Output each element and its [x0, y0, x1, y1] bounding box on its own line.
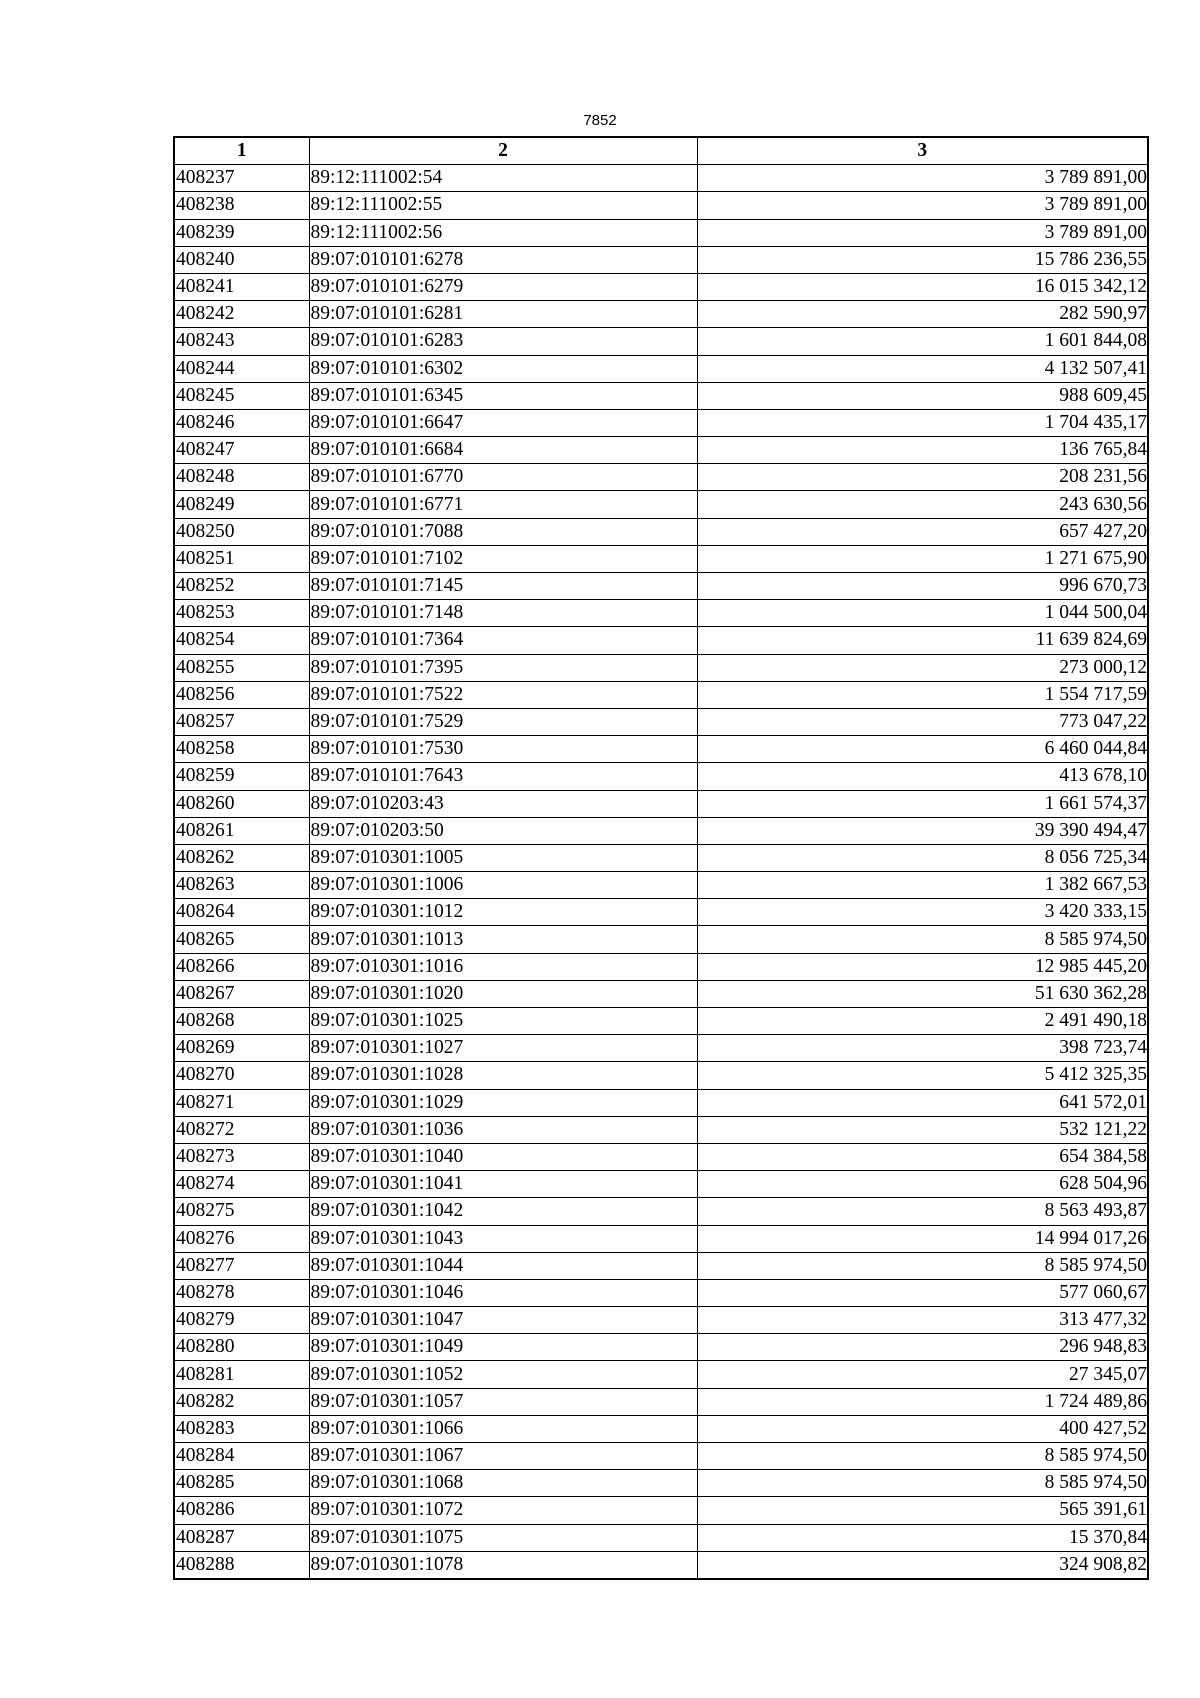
row-number-cell: 408283: [174, 1415, 309, 1442]
row-number-cell: 408245: [174, 382, 309, 409]
value-cell: 243 630,56: [697, 491, 1148, 518]
table-row: [174, 518, 1148, 545]
value-cell: 400 427,52: [697, 1415, 1148, 1442]
cadastral-number-cell: 89:07:010203:43: [309, 790, 697, 817]
row-number-cell: 408276: [174, 1225, 309, 1252]
column-header-1: 1: [174, 137, 309, 165]
row-number-cell: 408282: [174, 1388, 309, 1415]
value-cell: 296 948,83: [697, 1334, 1148, 1361]
cadastral-number-cell: 89:07:010301:1044: [309, 1252, 697, 1279]
row-number-cell: 408250: [174, 518, 309, 545]
cadastral-number-cell: 89:07:010301:1012: [309, 899, 697, 926]
row-number-cell: 408275: [174, 1198, 309, 1225]
cadastral-number-cell: 89:07:010101:6647: [309, 409, 697, 436]
table-row: [174, 192, 1148, 219]
table-row: [174, 165, 1148, 192]
table-row: [174, 464, 1148, 491]
table-row: [174, 573, 1148, 600]
value-cell: 577 060,67: [697, 1279, 1148, 1306]
table-row: [174, 1524, 1148, 1551]
value-cell: 1 044 500,04: [697, 600, 1148, 627]
row-number-cell: 408258: [174, 736, 309, 763]
cadastral-number-cell: 89:07:010101:7395: [309, 654, 697, 681]
value-cell: 5 412 325,35: [697, 1062, 1148, 1089]
row-number-cell: 408271: [174, 1089, 309, 1116]
cadastral-number-cell: 89:07:010101:6770: [309, 464, 697, 491]
table-row: [174, 1198, 1148, 1225]
table-row: [174, 1334, 1148, 1361]
row-number-cell: 408241: [174, 273, 309, 300]
value-cell: 657 427,20: [697, 518, 1148, 545]
value-cell: 12 985 445,20: [697, 953, 1148, 980]
cadastral-number-cell: 89:07:010101:7102: [309, 545, 697, 572]
table-row: [174, 1307, 1148, 1334]
value-cell: 15 370,84: [697, 1524, 1148, 1551]
cadastral-number-cell: 89:07:010301:1066: [309, 1415, 697, 1442]
cadastral-number-cell: 89:12:111002:56: [309, 219, 697, 246]
value-cell: 1 704 435,17: [697, 409, 1148, 436]
header-row: [174, 137, 1148, 165]
value-cell: 8 056 725,34: [697, 844, 1148, 871]
value-cell: 8 585 974,50: [697, 1470, 1148, 1497]
row-number-cell: 408270: [174, 1062, 309, 1089]
cadastral-number-cell: 89:07:010101:7522: [309, 681, 697, 708]
row-number-cell: 408237: [174, 165, 309, 192]
row-number-cell: 408267: [174, 980, 309, 1007]
table-body: [174, 165, 1148, 1579]
table-row: [174, 654, 1148, 681]
table-row: [174, 1415, 1148, 1442]
table-row: [174, 1116, 1148, 1143]
value-cell: 988 609,45: [697, 382, 1148, 409]
value-cell: 208 231,56: [697, 464, 1148, 491]
row-number-cell: 408247: [174, 437, 309, 464]
value-cell: 282 590,97: [697, 301, 1148, 328]
cadastral-number-cell: 89:07:010301:1068: [309, 1470, 697, 1497]
value-cell: 16 015 342,12: [697, 273, 1148, 300]
row-number-cell: 408239: [174, 219, 309, 246]
cadastral-number-cell: 89:07:010301:1020: [309, 980, 697, 1007]
row-number-cell: 408262: [174, 844, 309, 871]
row-number-cell: 408287: [174, 1524, 309, 1551]
table-row: [174, 844, 1148, 871]
value-cell: 3 789 891,00: [697, 165, 1148, 192]
row-number-cell: 408285: [174, 1470, 309, 1497]
row-number-cell: 408264: [174, 899, 309, 926]
table-row: [174, 736, 1148, 763]
column-header-3: 3: [697, 137, 1148, 165]
value-cell: 398 723,74: [697, 1035, 1148, 1062]
cadastral-number-cell: 89:07:010301:1067: [309, 1443, 697, 1470]
table-row: [174, 1551, 1148, 1579]
table-row: [174, 627, 1148, 654]
value-cell: 8 585 974,50: [697, 926, 1148, 953]
cadastral-number-cell: 89:07:010203:50: [309, 817, 697, 844]
table-row: [174, 899, 1148, 926]
table-row: [174, 246, 1148, 273]
cadastral-number-cell: 89:12:111002:54: [309, 165, 697, 192]
value-cell: 565 391,61: [697, 1497, 1148, 1524]
row-number-cell: 408256: [174, 681, 309, 708]
cadastral-number-cell: 89:07:010101:7145: [309, 573, 697, 600]
table-row: [174, 1008, 1148, 1035]
value-cell: 39 390 494,47: [697, 817, 1148, 844]
cadastral-number-cell: 89:07:010301:1049: [309, 1334, 697, 1361]
row-number-cell: 408278: [174, 1279, 309, 1306]
value-cell: 15 786 236,55: [697, 246, 1148, 273]
row-number-cell: 408286: [174, 1497, 309, 1524]
value-cell: 51 630 362,28: [697, 980, 1148, 1007]
table-row: [174, 1143, 1148, 1170]
cadastral-number-cell: 89:07:010301:1075: [309, 1524, 697, 1551]
row-number-cell: 408272: [174, 1116, 309, 1143]
value-cell: 1 554 717,59: [697, 681, 1148, 708]
table-row: [174, 980, 1148, 1007]
cadastral-number-cell: 89:07:010101:6684: [309, 437, 697, 464]
value-cell: 532 121,22: [697, 1116, 1148, 1143]
cadastral-number-cell: 89:07:010301:1006: [309, 872, 697, 899]
row-number-cell: 408257: [174, 708, 309, 735]
table-row: [174, 600, 1148, 627]
cadastral-number-cell: 89:07:010101:6278: [309, 246, 697, 273]
value-cell: 996 670,73: [697, 573, 1148, 600]
table-row: [174, 953, 1148, 980]
row-number-cell: 408263: [174, 872, 309, 899]
row-number-cell: 408280: [174, 1334, 309, 1361]
cadastral-number-cell: 89:07:010101:6771: [309, 491, 697, 518]
value-cell: 641 572,01: [697, 1089, 1148, 1116]
value-cell: 1 661 574,37: [697, 790, 1148, 817]
cadastral-number-cell: 89:12:111002:55: [309, 192, 697, 219]
cadastral-number-cell: 89:07:010301:1016: [309, 953, 697, 980]
table-row: [174, 301, 1148, 328]
value-cell: 1 271 675,90: [697, 545, 1148, 572]
row-number-cell: 408266: [174, 953, 309, 980]
table-row: [174, 545, 1148, 572]
row-number-cell: 408273: [174, 1143, 309, 1170]
table-row: [174, 926, 1148, 953]
value-cell: 313 477,32: [697, 1307, 1148, 1334]
row-number-cell: 408255: [174, 654, 309, 681]
cadastral-number-cell: 89:07:010101:6281: [309, 301, 697, 328]
value-cell: 3 420 333,15: [697, 899, 1148, 926]
row-number-cell: 408260: [174, 790, 309, 817]
cadastral-number-cell: 89:07:010301:1042: [309, 1198, 697, 1225]
cadastral-number-cell: 89:07:010101:7530: [309, 736, 697, 763]
cadastral-number-cell: 89:07:010301:1046: [309, 1279, 697, 1306]
value-cell: 628 504,96: [697, 1171, 1148, 1198]
value-cell: 3 789 891,00: [697, 192, 1148, 219]
cadastral-number-cell: 89:07:010101:7148: [309, 600, 697, 627]
table-row: [174, 1089, 1148, 1116]
table-row: [174, 1171, 1148, 1198]
cadastral-number-cell: 89:07:010301:1028: [309, 1062, 697, 1089]
value-cell: 11 639 824,69: [697, 627, 1148, 654]
row-number-cell: 408261: [174, 817, 309, 844]
table-row: [174, 491, 1148, 518]
cadastral-number-cell: 89:07:010101:6279: [309, 273, 697, 300]
cadastral-number-cell: 89:07:010101:6345: [309, 382, 697, 409]
table-row: [174, 409, 1148, 436]
table-row: [174, 872, 1148, 899]
table-row: [174, 681, 1148, 708]
row-number-cell: 408254: [174, 627, 309, 654]
table-row: [174, 1252, 1148, 1279]
row-number-cell: 408284: [174, 1443, 309, 1470]
row-number-cell: 408279: [174, 1307, 309, 1334]
value-cell: 14 994 017,26: [697, 1225, 1148, 1252]
cadastral-number-cell: 89:07:010301:1029: [309, 1089, 697, 1116]
table-row: [174, 382, 1148, 409]
row-number-cell: 408244: [174, 355, 309, 382]
value-cell: 136 765,84: [697, 437, 1148, 464]
data-table: [173, 136, 1149, 1580]
cadastral-number-cell: 89:07:010301:1078: [309, 1551, 697, 1579]
row-number-cell: 408242: [174, 301, 309, 328]
row-number-cell: 408274: [174, 1171, 309, 1198]
table-row: [174, 328, 1148, 355]
row-number-cell: 408246: [174, 409, 309, 436]
cadastral-number-cell: 89:07:010101:7643: [309, 763, 697, 790]
table-row: [174, 1497, 1148, 1524]
cadastral-number-cell: 89:07:010301:1036: [309, 1116, 697, 1143]
value-cell: 324 908,82: [697, 1551, 1148, 1579]
value-cell: 8 585 974,50: [697, 1443, 1148, 1470]
table-row: [174, 763, 1148, 790]
row-number-cell: 408269: [174, 1035, 309, 1062]
cadastral-number-cell: 89:07:010301:1027: [309, 1035, 697, 1062]
row-number-cell: 408248: [174, 464, 309, 491]
cadastral-number-cell: 89:07:010301:1052: [309, 1361, 697, 1388]
row-number-cell: 408268: [174, 1008, 309, 1035]
row-number-cell: 408240: [174, 246, 309, 273]
table-row: [174, 273, 1148, 300]
table-row: [174, 355, 1148, 382]
table-row: [174, 1443, 1148, 1470]
table-row: [174, 1470, 1148, 1497]
value-cell: 8 585 974,50: [697, 1252, 1148, 1279]
row-number-cell: 408277: [174, 1252, 309, 1279]
row-number-cell: 408288: [174, 1551, 309, 1579]
row-number-cell: 408249: [174, 491, 309, 518]
row-number-cell: 408265: [174, 926, 309, 953]
cadastral-number-cell: 89:07:010101:6283: [309, 328, 697, 355]
row-number-cell: 408281: [174, 1361, 309, 1388]
cadastral-number-cell: 89:07:010301:1041: [309, 1171, 697, 1198]
value-cell: 2 491 490,18: [697, 1008, 1148, 1035]
row-number-cell: 408252: [174, 573, 309, 600]
value-cell: 6 460 044,84: [697, 736, 1148, 763]
value-cell: 3 789 891,00: [697, 219, 1148, 246]
value-cell: 8 563 493,87: [697, 1198, 1148, 1225]
row-number-cell: 408259: [174, 763, 309, 790]
cadastral-number-cell: 89:07:010301:1057: [309, 1388, 697, 1415]
table-row: [174, 1279, 1148, 1306]
cadastral-number-cell: 89:07:010101:6302: [309, 355, 697, 382]
table-row: [174, 1062, 1148, 1089]
table-row: [174, 219, 1148, 246]
cadastral-number-cell: 89:07:010101:7529: [309, 708, 697, 735]
value-cell: 773 047,22: [697, 708, 1148, 735]
cadastral-number-cell: 89:07:010301:1072: [309, 1497, 697, 1524]
table-row: [174, 1035, 1148, 1062]
page-number: 7852: [583, 112, 617, 129]
cadastral-number-cell: 89:07:010301:1013: [309, 926, 697, 953]
value-cell: 654 384,58: [697, 1143, 1148, 1170]
table-row: [174, 1388, 1148, 1415]
value-cell: 273 000,12: [697, 654, 1148, 681]
row-number-cell: 408253: [174, 600, 309, 627]
row-number-cell: 408251: [174, 545, 309, 572]
table-row: [174, 437, 1148, 464]
row-number-cell: 408243: [174, 328, 309, 355]
table-row: [174, 790, 1148, 817]
cadastral-number-cell: 89:07:010301:1025: [309, 1008, 697, 1035]
cadastral-number-cell: 89:07:010101:7088: [309, 518, 697, 545]
table-row: [174, 708, 1148, 735]
value-cell: 413 678,10: [697, 763, 1148, 790]
value-cell: 4 132 507,41: [697, 355, 1148, 382]
value-cell: 1 601 844,08: [697, 328, 1148, 355]
cadastral-number-cell: 89:07:010301:1005: [309, 844, 697, 871]
table-row: [174, 1225, 1148, 1252]
cadastral-number-cell: 89:07:010301:1043: [309, 1225, 697, 1252]
value-cell: 1 724 489,86: [697, 1388, 1148, 1415]
value-cell: 1 382 667,53: [697, 872, 1148, 899]
cadastral-number-cell: 89:07:010101:7364: [309, 627, 697, 654]
column-header-2: 2: [309, 137, 697, 165]
table-row: [174, 817, 1148, 844]
cadastral-number-cell: 89:07:010301:1047: [309, 1307, 697, 1334]
cadastral-number-cell: 89:07:010301:1040: [309, 1143, 697, 1170]
value-cell: 27 345,07: [697, 1361, 1148, 1388]
table-row: [174, 1361, 1148, 1388]
row-number-cell: 408238: [174, 192, 309, 219]
